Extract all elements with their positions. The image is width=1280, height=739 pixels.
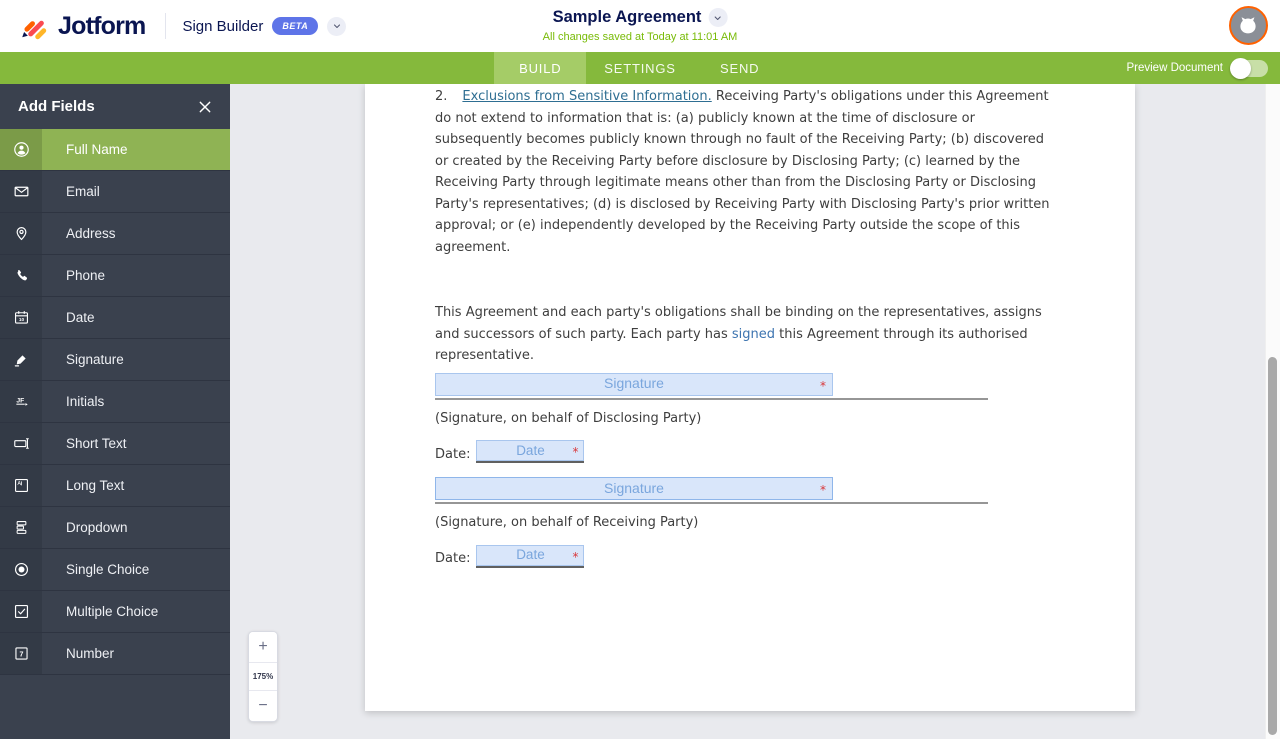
date-row-2 — [435, 545, 1055, 568]
binding-text-after: this Agreement through its authorised representative. — [435, 326, 1028, 363]
sidebar-item-label: Long Text — [66, 478, 125, 493]
signature-icon — [0, 339, 42, 380]
sidebar-item-label: Dropdown — [66, 520, 128, 535]
tab-build[interactable]: BUILD — [494, 52, 586, 84]
document-page — [365, 84, 1135, 711]
dropdown-icon — [0, 507, 42, 548]
short-text-icon — [0, 423, 42, 464]
signature-caption-1: (Signature, on behalf of Disclosing Party) — [435, 410, 702, 426]
sidebar-item-dropdown[interactable] — [0, 507, 230, 549]
date-label: Date: — [435, 551, 471, 566]
clause-heading: Exclusions from Sensitive Information. — [462, 89, 712, 104]
required-asterisk: * — [572, 549, 579, 564]
add-fields-sidebar — [0, 84, 230, 739]
sidebar-item-short-text[interactable] — [0, 423, 230, 465]
signed-link: signed — [731, 326, 776, 342]
header-divider — [165, 13, 166, 39]
sidebar-item-label: Phone — [66, 268, 106, 283]
date-field-2[interactable] — [476, 545, 584, 566]
sidebar-item-address[interactable] — [0, 213, 230, 255]
preview-document-label: Preview Document — [1126, 62, 1223, 74]
signature-field-1[interactable] — [435, 373, 833, 396]
required-asterisk: * — [820, 378, 826, 393]
sidebar-item-number[interactable] — [0, 633, 230, 675]
sidebar-item-signature[interactable] — [0, 339, 230, 381]
sidebar-item-label: Signature — [66, 352, 124, 367]
binding-paragraph — [435, 302, 1055, 367]
sidebar-item-label: Address — [66, 226, 116, 241]
preview-area — [1126, 52, 1268, 84]
preview-document-toggle[interactable] — [1232, 60, 1268, 77]
svg-text:10: 10 — [18, 318, 24, 324]
product-name: Sign Builder — [182, 17, 264, 35]
brand-area — [0, 11, 346, 41]
signature-line — [435, 502, 988, 504]
scrollbar-thumb[interactable] — [1268, 357, 1277, 735]
single-choice-icon — [0, 549, 42, 590]
zoom-in-button[interactable]: + — [249, 632, 277, 662]
number-icon — [0, 633, 42, 674]
beta-badge: BETA — [272, 17, 318, 35]
tab-settings[interactable]: SETTINGS — [604, 60, 676, 76]
sidebar-item-single-choice[interactable] — [0, 549, 230, 591]
date-line — [476, 440, 584, 463]
save-status: All changes saved at Today at 11:01 AM — [542, 31, 738, 43]
user-avatar[interactable] — [1229, 6, 1268, 45]
sidebar-item-initials[interactable] — [0, 381, 230, 423]
binding-text-before: This Agreement and each party's obligations shall be binding on the representatives, assigns and successors of such party. Each party has — [435, 305, 1042, 342]
product-switcher-chevron-icon[interactable] — [327, 17, 346, 36]
sidebar-item-email[interactable] — [0, 171, 230, 213]
required-asterisk: * — [820, 483, 826, 497]
sidebar-item-label: Full Name — [42, 129, 230, 170]
sidebar-item-label: Date — [66, 310, 95, 325]
zoom-out-button[interactable]: − — [249, 691, 277, 721]
sidebar-item-label: Email — [66, 184, 100, 199]
sidebar-item-label: Multiple Choice — [66, 604, 159, 619]
multiple-choice-icon — [0, 591, 42, 632]
date-line — [476, 545, 584, 568]
date-field-label: Date — [516, 442, 545, 458]
phone-icon — [0, 255, 42, 296]
sidebar-item-full-name[interactable] — [0, 129, 230, 171]
signature-field-2[interactable] — [435, 477, 833, 500]
signature-field-label: Signature — [604, 375, 664, 392]
title-dropdown-chevron-icon[interactable] — [708, 8, 727, 27]
scrollbar-track — [1265, 84, 1280, 739]
email-icon — [0, 171, 42, 212]
zoom-level: 175% — [249, 662, 277, 691]
document-canvas — [230, 84, 1280, 739]
sidebar-item-label: Single Choice — [66, 562, 150, 577]
document-title-area — [543, 8, 738, 43]
svg-text:JF: JF — [15, 397, 24, 405]
address-icon — [0, 213, 42, 254]
full-name-icon — [0, 129, 42, 170]
app-header — [0, 0, 1280, 52]
clause-number: 2. — [435, 89, 448, 104]
date-field-label: Date — [516, 547, 545, 563]
sidebar-field-list — [0, 129, 230, 739]
sidebar-item-multiple-choice[interactable] — [0, 591, 230, 633]
clause-body: Receiving Party's obligations under this Agreement do not extend to information that is: (a) publicly known at the time of disclosure or subsequently becomes publicly known through no fault of the Receiving Party; (b) discovered or created by the Receiving Party before disclosure by Disclosing Party; (c) learned by the Receiving Party through legitimate means other than from the Disclosing Party or Disclosing Party's representatives; (d) is disclosed by Receiving Party with Disclosing Party's prior written approval; or (e) independently developed by the Receiving Party outside the scope of this agreement. — [435, 89, 1050, 255]
date-field-1[interactable] — [476, 440, 584, 461]
sidebar-item-label: Number — [66, 646, 115, 661]
long-text-icon — [0, 465, 42, 506]
toggle-knob — [1230, 58, 1251, 79]
main-row — [0, 84, 1280, 739]
close-icon[interactable] — [195, 97, 215, 117]
zoom-panel — [248, 631, 278, 722]
date-icon — [0, 297, 42, 338]
jotform-logo-icon — [18, 11, 48, 41]
sidebar-item-date[interactable] — [0, 297, 230, 339]
signature-field-label: Signature — [604, 479, 664, 496]
svg-text:7: 7 — [19, 650, 23, 659]
svg-text:A: A — [16, 481, 21, 488]
brand-name: Jotform — [58, 11, 146, 40]
sidebar-item-phone[interactable] — [0, 255, 230, 297]
builder-nav — [0, 52, 1280, 84]
signature-line — [435, 398, 988, 400]
document-content — [365, 84, 1135, 568]
date-row-1 — [435, 440, 1055, 463]
sidebar-item-label: Short Text — [66, 436, 127, 451]
tab-send[interactable]: SEND — [720, 60, 760, 76]
signature-caption-2: (Signature, on behalf of Receiving Party) — [435, 515, 699, 530]
sidebar-item-long-text[interactable] — [0, 465, 230, 507]
date-label: Date: — [435, 446, 471, 462]
clause-paragraph — [435, 86, 1055, 258]
sidebar-header — [0, 84, 230, 129]
sidebar-title: Add Fields — [18, 98, 95, 115]
sidebar-item-label: Initials — [66, 394, 105, 409]
document-title: Sample Agreement — [552, 8, 702, 26]
initials-icon — [0, 381, 42, 422]
required-asterisk: * — [572, 445, 579, 459]
